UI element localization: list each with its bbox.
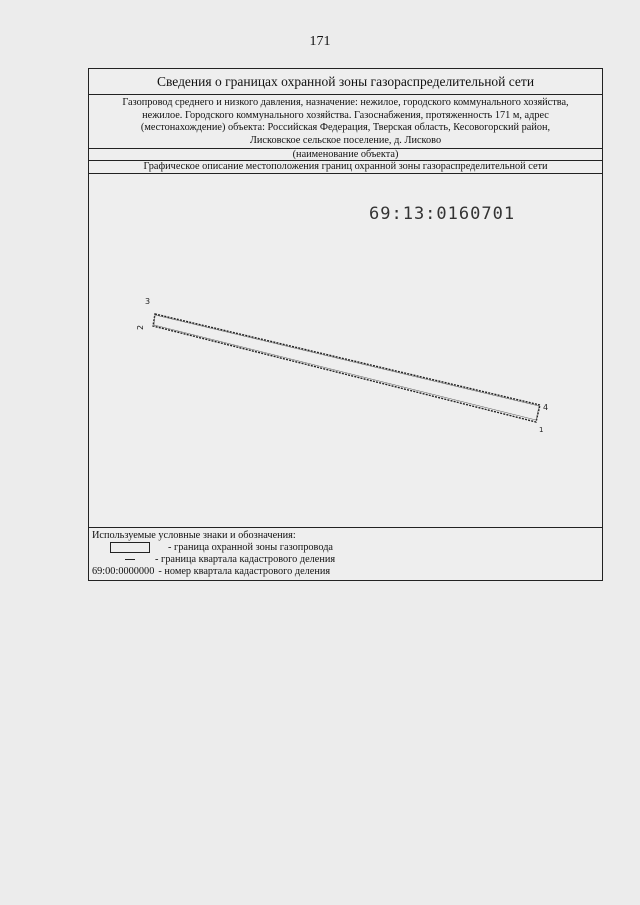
- point-label-2: 2: [136, 324, 145, 330]
- quarter-boundary-symbol: [125, 559, 135, 560]
- description-line: Лисковское сельское поселение, д. Лисково: [249, 134, 442, 146]
- point-label-1: 1: [539, 426, 544, 434]
- point-label-4: 4: [543, 403, 549, 412]
- boundary-drawing: [89, 174, 602, 528]
- description-line: нежилое. Городского коммунального хозяйства. Газоснабжения, протяженность 171 м, адрес: [142, 109, 549, 121]
- graphic-caption: Графическое описание местоположения границ охранной зоны газораспределительной сети: [89, 161, 602, 174]
- legend-quarter-code: 69:00:0000000: [92, 566, 155, 577]
- description-line: Газопровод среднего и низкого давления, назначение: нежилое, городского коммунального хозяйства,: [122, 97, 569, 108]
- point-label-3: 3: [145, 297, 151, 306]
- object-description: [89, 95, 602, 149]
- legend-item-zone: [92, 542, 602, 554]
- protection-zone-boundary: [153, 314, 540, 422]
- table-title: Сведения о границах охранной зоны газораспределительной сети: [89, 69, 602, 95]
- legend-item-text: - номер квартала кадастрового деления: [158, 566, 331, 577]
- page-number: 171: [309, 34, 331, 49]
- zone-boundary-symbol: [110, 542, 150, 553]
- zone-boundary-plan: [89, 174, 602, 528]
- description-line: (местонахождение) объекта: Российская Федерация, Тверская область, Кесовогорский район,: [140, 122, 551, 133]
- legend: [89, 528, 602, 582]
- legend-item-text: - граница охранной зоны газопровода: [168, 542, 334, 553]
- zone-info-table: [88, 68, 603, 581]
- legend-heading: Используемые условные знаки и обозначения:: [92, 530, 296, 541]
- legend-item-quarter: [92, 554, 602, 566]
- legend-item-number: [92, 566, 602, 578]
- cadastral-quarter-number: 69:13:0160701: [369, 204, 516, 224]
- legend-item-text: - граница квартала кадастрового деления: [155, 554, 336, 565]
- object-name-caption: (наименование объекта): [89, 149, 602, 161]
